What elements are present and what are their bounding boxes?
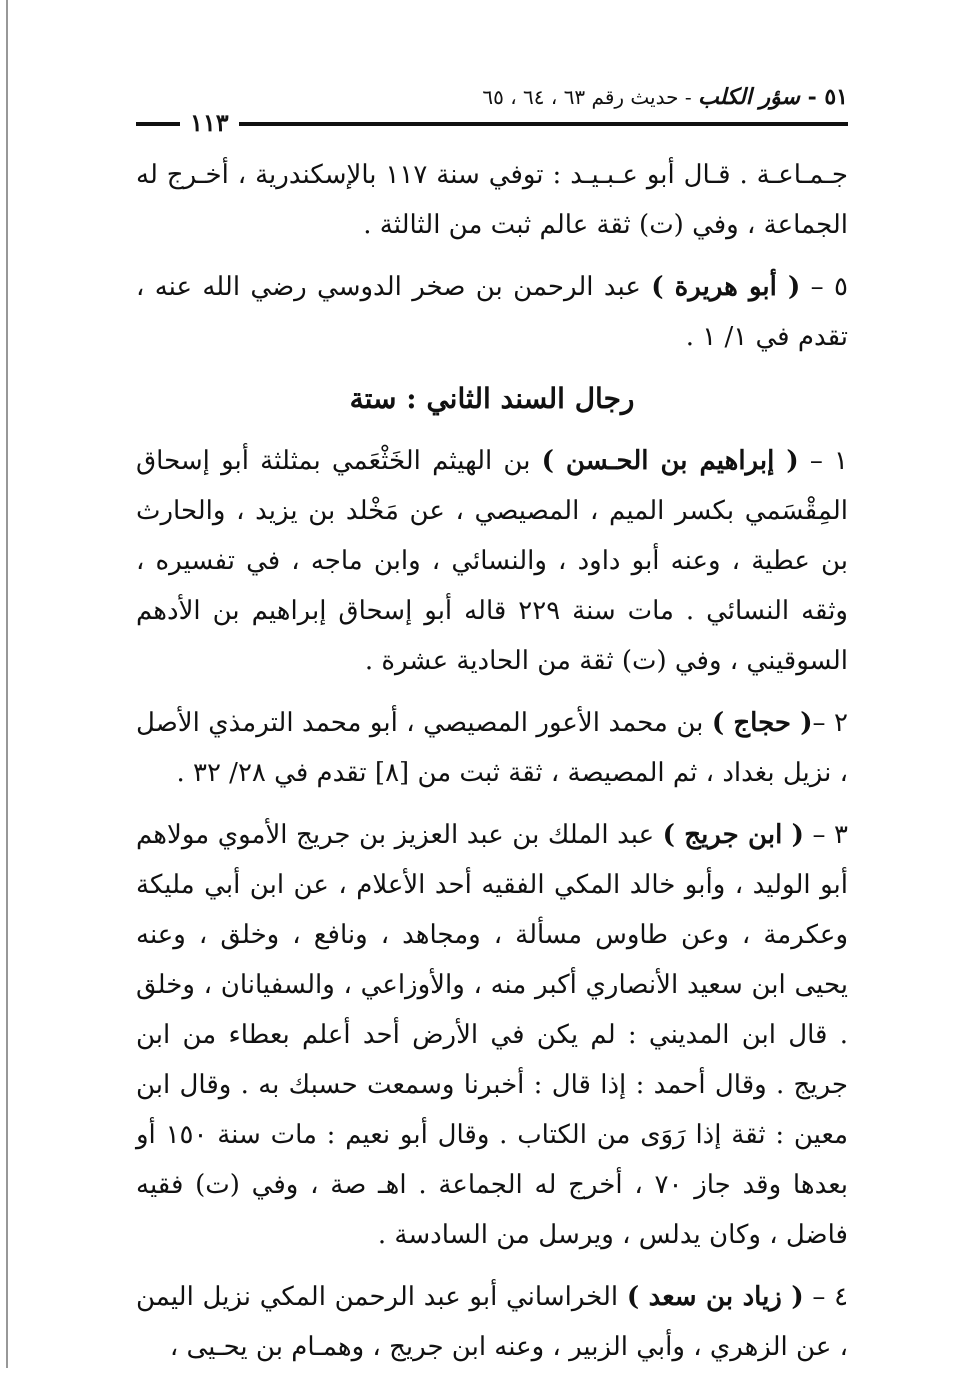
chapter-title: سؤر الكلب (697, 84, 800, 110)
narrator-entry (136, 810, 848, 1260)
page-number: ١١٣ (180, 108, 239, 137)
narrator-name: ( ابن جريج ) (662, 820, 804, 850)
narrator-name: ( إبراهيم بن الحـسن ) (541, 446, 799, 476)
page-edge-line (6, 0, 8, 1368)
header-rule (136, 122, 848, 126)
section-heading: رجال السند الثاني : ستة (349, 382, 635, 415)
narrator-entry (136, 436, 848, 686)
main-text (136, 150, 848, 1384)
chapter-separator: - (799, 84, 825, 110)
narrator-entry (136, 698, 848, 798)
narrator-name: ( حجاج ) (711, 708, 813, 738)
entry-number: ٥ – (800, 272, 848, 302)
header-title (482, 84, 848, 110)
narrator-entry (136, 262, 848, 362)
entry-number: ٤ – (803, 1282, 849, 1312)
running-header (136, 78, 848, 138)
entry-text: عبد الرحمن بن صخر الدوسي رضي الله عنه ، تقدم في ١/ ١ . (136, 272, 848, 352)
paragraph-text: جـمـاعـة . قـال أبو عـبـيـد : توفي سنة ١١٧ بالإسكندرية ، أخـرج له الجماعة ، وفي (ت) ثقة عالم ثبت من الثالثة . (136, 160, 848, 240)
narrator-entry (136, 1272, 848, 1372)
entry-text: الخراساني أبو عبد الرحمن المكي نزيل اليمن ، عن الزهري ، وأبي الزبير ، وعنه ابن جريج ، وهمـام بن يحـيى ، (136, 1282, 848, 1362)
paragraph (136, 150, 848, 250)
entry-number: ٢ – (812, 708, 848, 738)
entry-number: ١ – (798, 446, 849, 476)
hadith-reference: - حديث رقم ٦٣ ، ٦٤ ، ٦٥ (482, 85, 698, 109)
narrator-name: ( زياد بن سعد ) (626, 1282, 804, 1312)
entry-text: عبد الملك بن عبد العزيز بن جريج الأموي مولاهم أبو الوليد ، وأبو خالد المكي الفقيه أحد الأعلام ، عن ابن أبي مليكة وعكرمة ، وعن طاوس مسألة ، ومجاهد ، ونافع ، وخلق ، وعنه يحيى ابن سعيد الأنصاري أكبر منه ، والأوزاعي ، والسفيانان ، وخلق . قال ابن المديني : لم يكن في الأرض أحد أعلم بعطاء من ابن جريج . وقال أحمد : إذا قال : أخبرنا وسمعت حسبك به . وقال ابن معين : ثقة إذا رَوَى من الكتاب . وقال أبو نعيم : مات سنة ١٥٠ أو بعدها وقد جاز ٧٠ ، أخرج له الجماعة . اهـ صة ، وفي (ت) فقيه فاضل ، وكان يدلس ، ويرسل من السادسة . (136, 820, 848, 1250)
entry-number: ٣ – (803, 820, 848, 850)
chapter-number: ٥١ (824, 84, 848, 110)
entry-text: بن الهيثم الخَثْعَمي بمثلثة أبو إسحاق المِقْسَمي بكسر الميم ، المصيصي ، عن مَخْلد بن يزيد ، والحارث بن عطية ، وعنه أبو داود ، والنسائي ، وابن ماجه ، في تفسيره ، وثقه النسائي . مات سنة ٢٢٩ قاله أبو إسحاق إبراهيم بن الأدهم السوقيني ، وفي (ت) ثقة من الحادية عشرة . (136, 446, 848, 676)
narrator-name: ( أبو هريرة ) (651, 272, 801, 302)
entry-text: بن محمد الأعور المصيصي ، أبو محمد الترمذي الأصل ، نزيل بغداد ، ثم المصيصة ، ثقة ثبت من [٨] تقدم في ٢٨/ ٣٢ . (136, 708, 848, 788)
